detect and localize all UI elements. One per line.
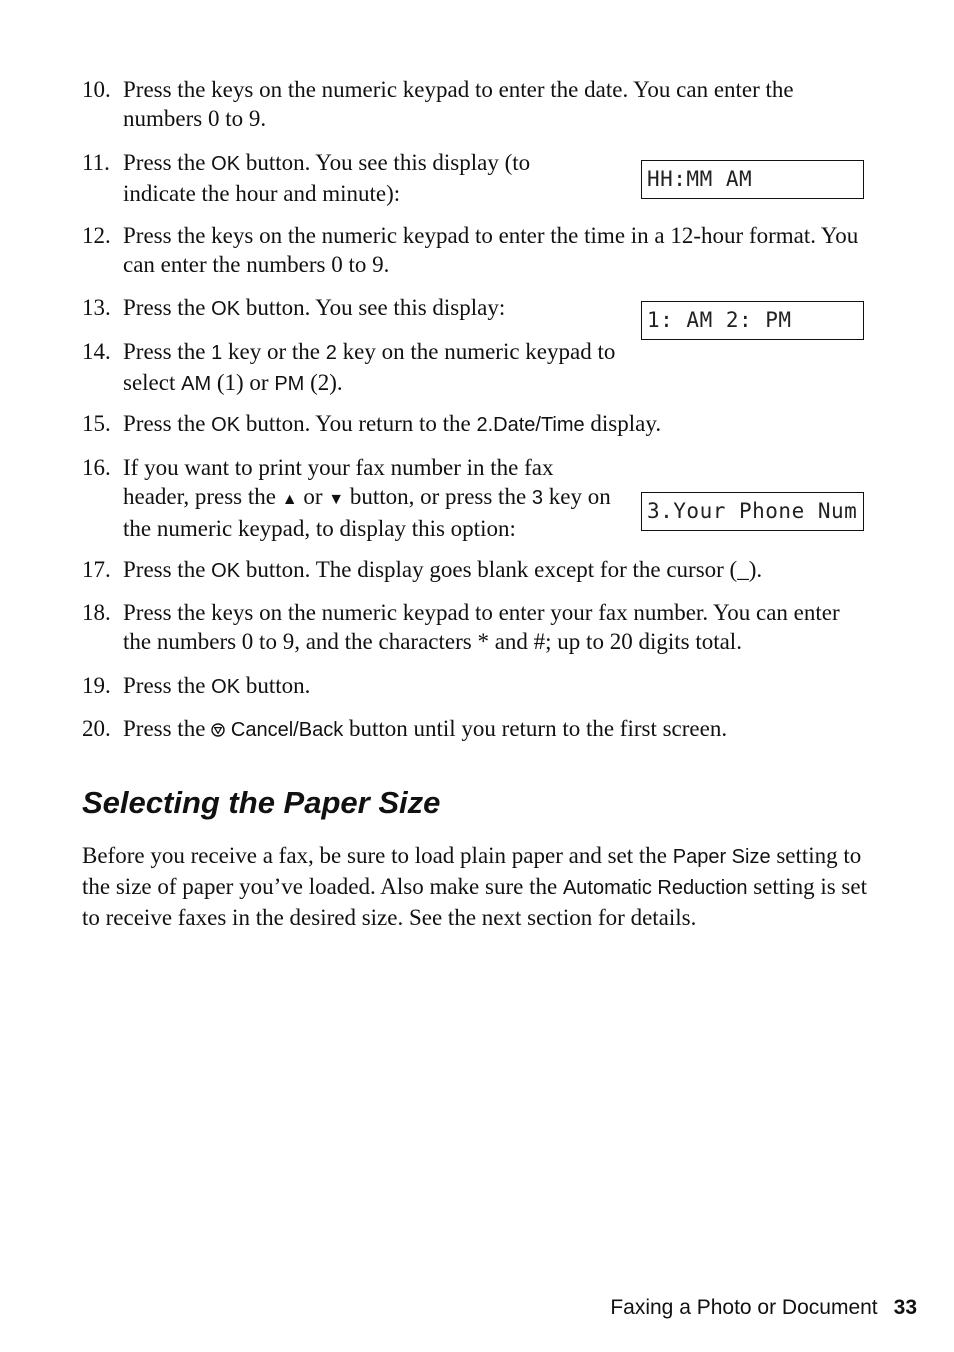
step-text: Press the Cancel/Back button until you return to the first screen. xyxy=(123,716,728,741)
step-text: Press the keys on the numeric keypad to enter your fax number. You can enter the numbers 0 to 9, and the characters * and #; up to 20 digits total. xyxy=(123,600,840,654)
paper-size-setting-label: Paper Size xyxy=(672,846,771,868)
up-arrow-icon: ▲ xyxy=(281,491,298,508)
step-number: 20. xyxy=(82,716,111,741)
ok-key-label: OK xyxy=(211,414,241,436)
step-text: Press the OK button. xyxy=(123,673,311,698)
step-19 xyxy=(82,671,872,702)
key-3-label: 3 xyxy=(531,487,544,509)
step-number: 16. xyxy=(82,455,111,480)
ok-key-label: OK xyxy=(211,298,241,320)
page-number: 33 xyxy=(893,1296,917,1319)
step-12 xyxy=(82,221,872,279)
step-text: Press the OK button. You see this display: xyxy=(123,295,506,320)
step-number: 12. xyxy=(82,223,111,248)
step-number: 10. xyxy=(82,77,111,102)
am-label: AM xyxy=(181,373,212,395)
automatic-reduction-setting-label: Automatic Reduction xyxy=(562,877,748,899)
key-1-label: 1 xyxy=(211,342,223,364)
ok-key-label: OK xyxy=(211,676,241,698)
step-number: 19. xyxy=(82,673,111,698)
step-number: 11. xyxy=(82,150,110,175)
section-paragraph: Before you receive a fax, be sure to load plain paper and set the Paper Size setting to the size of paper you’ve loaded. Also make sure the Automatic Reduction setting is set to receive faxes in the desired size. See the next section for details. xyxy=(82,843,867,930)
step-13 xyxy=(82,293,602,324)
step-number: 15. xyxy=(82,411,111,436)
lcd-display-phone: 3.Your Phone Num xyxy=(641,492,864,531)
step-17 xyxy=(82,555,872,586)
step-16 xyxy=(82,453,617,543)
section-heading: Selecting the Paper Size xyxy=(82,785,441,820)
step-20 xyxy=(82,714,872,745)
step-number: 14. xyxy=(82,339,111,364)
step-text: Press the 1 key or the 2 key on the numeric keypad to select AM (1) or PM (2). xyxy=(123,339,616,395)
step-text: Press the keys on the numeric keypad to enter the date. You can enter the numbers 0 to 9. xyxy=(123,77,794,131)
step-text: Press the OK button. You return to the 2.Date/Time display. xyxy=(123,411,662,436)
step-text: If you want to print your fax number in the fax header, press the ▲ or ▼ button, or press the 3 key on the numeric keypad, to display this option: xyxy=(123,455,611,541)
date-time-menu-label: 2.Date/Time xyxy=(476,414,585,436)
step-18 xyxy=(82,598,872,656)
lcd-display-ampm: 1: AM 2: PM xyxy=(641,301,864,340)
step-number: 13. xyxy=(82,295,111,320)
step-text: Press the OK button. The display goes blank except for the cursor (_). xyxy=(123,557,763,582)
cancel-icon xyxy=(211,723,225,737)
step-11 xyxy=(82,148,572,208)
page-footer xyxy=(610,1294,917,1322)
step-10 xyxy=(82,75,872,133)
cancel-back-key-label: Cancel/Back xyxy=(230,719,344,741)
footer-title: Faxing a Photo or Document xyxy=(610,1296,878,1319)
step-text: Press the OK button. You see this display (to indicate the hour and minute): xyxy=(123,150,531,206)
lcd-display-time: HH:MM AM xyxy=(641,160,864,199)
step-number: 17. xyxy=(82,557,111,582)
pm-label: PM xyxy=(274,373,305,395)
ok-key-label: OK xyxy=(211,153,241,175)
down-arrow-icon: ▼ xyxy=(328,491,345,508)
step-text: Press the keys on the numeric keypad to enter the time in a 12-hour format. You can enter the numbers 0 to 9. xyxy=(123,223,859,277)
step-14 xyxy=(82,337,622,399)
step-15 xyxy=(82,409,872,440)
ok-key-label: OK xyxy=(211,560,241,582)
key-2-label: 2 xyxy=(325,342,337,364)
step-number: 18. xyxy=(82,600,111,625)
